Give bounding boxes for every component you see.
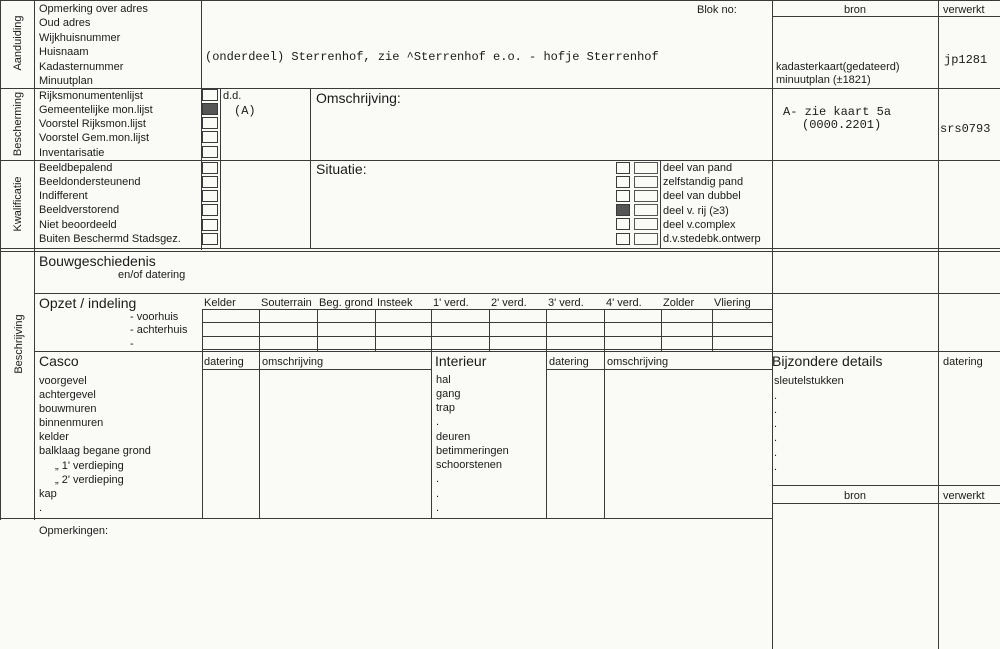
aanduiding-row: Wijkhuisnummer	[39, 32, 121, 44]
situatie-checkbox[interactable]	[616, 218, 630, 230]
verwerkt-value: srs0793	[940, 122, 991, 136]
dd-label: d.d.	[223, 90, 242, 102]
aanduiding-row: Oud adres	[39, 17, 91, 29]
bescherming-checkbox[interactable]	[202, 146, 218, 158]
bescherming-bottom-line	[0, 160, 1000, 161]
situatie-option: deel van pand	[663, 162, 733, 174]
blok-label: Blok no:	[697, 4, 737, 16]
kwalificatie-checkbox[interactable]	[202, 204, 218, 216]
situatie-label: Situatie:	[316, 161, 367, 177]
urban-design-icon	[634, 233, 658, 245]
casco-item: binnenmuren	[39, 417, 104, 429]
situatie-option: d.v.stedebk.ontwerp	[663, 233, 761, 245]
interieur-item: gang	[436, 388, 461, 400]
casco-datering-header: datering	[204, 356, 244, 368]
bescherming-checkbox[interactable]	[202, 131, 218, 143]
bescherming-row: Voorstel Rijksmon.lijst	[39, 118, 146, 130]
bron-value: (0000.2201)	[802, 118, 882, 132]
interieur-header-line	[546, 369, 772, 370]
situatie-option: deel van dubbel	[663, 190, 741, 202]
opzet-grid-line	[202, 336, 772, 337]
situatie-divider	[660, 160, 661, 248]
kwalificatie-checkbox[interactable]	[202, 176, 218, 188]
casco-item: „ 1' verdieping	[55, 460, 124, 472]
casco-item: .	[39, 502, 43, 514]
beschrijving-bottom-line	[0, 518, 772, 519]
kwalificatie-row: Indifferent	[39, 190, 88, 202]
bescherming-row: Rijksmonumentenlijst	[39, 90, 143, 102]
kwalificatie-bottom-line	[0, 248, 1000, 249]
situatie-option: zelfstandig pand	[663, 176, 744, 188]
bescherming-checkbox[interactable]	[202, 117, 218, 129]
opzet-column: 3' verd.	[548, 297, 584, 309]
label-column-divider	[34, 0, 35, 520]
aanduiding-section-label: Aanduiding	[12, 15, 24, 71]
bijzondere-item: .	[774, 461, 778, 473]
interieur-item: betimmeringen	[436, 445, 509, 457]
opzet-grid-line	[202, 322, 772, 323]
opzet-label: Opzet / indeling	[39, 295, 137, 311]
opzet-col-line	[375, 309, 376, 351]
house-complex-icon	[634, 218, 658, 230]
interieur-datering-header: datering	[549, 356, 589, 368]
bron-header-lower: bron	[844, 490, 867, 502]
interieur-item: hal	[436, 374, 451, 386]
casco-item: balklaag begane grond	[39, 445, 151, 457]
casco-item: voorgevel	[39, 375, 87, 387]
bouwgeschiedenis-label: Bouwgeschiedenis	[39, 253, 156, 269]
opzet-col-line	[489, 309, 490, 351]
bron-value: A- zie kaart 5a	[783, 105, 892, 119]
interieur-label: Interieur	[435, 353, 487, 369]
casco-item: kap	[39, 488, 57, 500]
opzet-col-line	[661, 309, 662, 351]
kwalificatie-row: Beeldverstorend	[39, 204, 120, 216]
interieur-item: .	[436, 416, 440, 428]
opzet-col-line	[546, 309, 547, 351]
bron-column-divider	[772, 0, 773, 649]
left-edge	[0, 0, 1, 520]
opzet-column: Zolder	[663, 297, 695, 309]
aanduiding-row: Kadasternummer	[39, 61, 124, 73]
casco-item: kelder	[39, 431, 69, 443]
situatie-option: deel v. rij (≥3)	[663, 205, 729, 217]
opzet-column: Insteek	[377, 297, 413, 309]
house-row-icon	[634, 204, 658, 216]
kwalificatie-checkbox[interactable]	[202, 162, 218, 174]
opzet-col-line	[202, 309, 203, 351]
aanduiding-row: Opmerking over adres	[39, 3, 148, 15]
aanduiding-bottom-line	[0, 88, 1000, 89]
opzet-column: 4' verd.	[606, 297, 642, 309]
interieur-item: .	[436, 473, 440, 485]
opzet-row: - voorhuis	[130, 311, 179, 323]
address-value: (onderdeel) Sterrenhof, zie ^Sterrenhof e.o. - hofje Sterrenhof	[205, 50, 659, 64]
bijzondere-label: Bijzondere details	[772, 353, 883, 369]
casco-omschrijving-line	[259, 351, 260, 518]
opzet-col-line	[259, 309, 260, 351]
situatie-option: deel v.complex	[663, 219, 736, 231]
kwalificatie-row: Buiten Beschermd Stadsgez.	[39, 233, 181, 245]
top-border	[0, 0, 1000, 1]
bijzondere-item: .	[774, 418, 778, 430]
bijzondere-item: .	[774, 404, 778, 416]
kwalificatie-row: Beeldbepalend	[39, 162, 113, 174]
interieur-left-line	[431, 351, 432, 518]
aanduiding-row: Minuutplan	[39, 75, 93, 87]
interieur-item: .	[436, 488, 440, 500]
opzet-col-line	[604, 309, 605, 351]
bijzondere-item: .	[774, 390, 778, 402]
opzet-col-line	[431, 309, 432, 351]
kwalificatie-row: Niet beoordeeld	[39, 219, 117, 231]
interieur-item: trap	[436, 402, 455, 414]
situatie-checkbox[interactable]	[616, 162, 630, 174]
casco-header-line	[202, 369, 259, 370]
aanduiding-row: Huisnaam	[39, 46, 89, 58]
situatie-checkbox[interactable]	[616, 176, 630, 188]
kwalificatie-checkbox[interactable]	[202, 233, 218, 245]
bijzondere-item: sleutelstukken	[774, 375, 844, 387]
bouwgeschiedenis-bottom-line	[34, 293, 1000, 294]
casco-datering-line	[202, 351, 203, 518]
casco-omschrijving-header: omschrijving	[262, 356, 324, 368]
kwalificatie-bottom-line-2	[0, 251, 1000, 252]
bescherming-section-label: Bescherming	[12, 91, 24, 157]
bijzondere-item: .	[774, 447, 778, 459]
bijzondere-datering-header: datering	[943, 356, 983, 368]
opzet-column: Kelder	[204, 297, 236, 309]
interieur-item: .	[436, 502, 440, 514]
house-part-icon	[634, 162, 658, 174]
omschrijving-label: Omschrijving:	[316, 90, 401, 106]
bijzondere-bron-line	[772, 485, 1000, 486]
house-double-icon	[634, 190, 658, 202]
bescherming-row: Gemeentelijke mon.lijst	[39, 104, 153, 116]
opzet-col-line	[317, 309, 318, 351]
opzet-column: Vliering	[714, 297, 751, 309]
bron-value: minuutplan (±1821)	[776, 74, 871, 86]
opzet-col-line	[712, 309, 713, 351]
verwerkt-column-divider	[938, 0, 939, 649]
verwerkt-value: jp1281	[944, 53, 988, 67]
kwalificatie-checkbox[interactable]	[202, 190, 218, 202]
casco-item: bouwmuren	[39, 403, 97, 415]
opzet-bottom-line	[34, 351, 1000, 352]
opzet-row: - achterhuis	[130, 324, 188, 336]
opmerkingen-label: Opmerkingen:	[39, 525, 109, 537]
verwerkt-header: verwerkt	[943, 4, 985, 16]
kwalificatie-row: Beeldondersteunend	[39, 176, 141, 188]
house-standalone-icon	[634, 176, 658, 188]
situatie-checkbox[interactable]	[616, 204, 630, 216]
dd-value: (A)	[234, 104, 256, 118]
situatie-checkbox[interactable]	[616, 190, 630, 202]
opzet-column: Souterrain	[261, 297, 312, 309]
interieur-item: schoorstenen	[436, 459, 503, 471]
casco-header-line	[259, 369, 431, 370]
bescherming-row: Voorstel Gem.mon.lijst	[39, 132, 150, 144]
opzet-grid-line	[202, 349, 772, 350]
kwalificatie-section-label: Kwalificatie	[12, 176, 24, 232]
bron-value: kadasterkaart(gedateerd)	[776, 61, 900, 73]
bijzondere-bron-line-2	[772, 503, 1000, 504]
bron-header: bron	[844, 4, 867, 16]
verwerkt-header-lower: verwerkt	[943, 490, 985, 502]
interieur-datering-line	[546, 351, 547, 518]
kwalificatie-checkbox[interactable]	[202, 219, 218, 231]
situatie-checkbox[interactable]	[616, 233, 630, 245]
interieur-item: deuren	[436, 431, 471, 443]
casco-item: „ 2' verdieping	[55, 474, 124, 486]
opzet-row: -	[130, 338, 134, 350]
interieur-omschrijving-line	[604, 351, 605, 518]
bescherming-checkbox[interactable]	[202, 103, 218, 115]
beschrijving-section-label: Beschrijving	[13, 314, 25, 374]
omschrijving-column-left	[310, 88, 311, 248]
interieur-omschrijving-header: omschrijving	[607, 356, 669, 368]
opzet-column: 2' verd.	[491, 297, 527, 309]
bescherming-checkbox[interactable]	[202, 89, 218, 101]
opzet-column: Beg. grond	[319, 297, 373, 309]
dd-column-left	[220, 88, 221, 248]
bijzondere-item: .	[774, 432, 778, 444]
datering-label: en/of datering	[118, 269, 186, 281]
casco-item: achtergevel	[39, 389, 96, 401]
bescherming-row: Inventarisatie	[39, 147, 105, 159]
opzet-column: 1' verd.	[433, 297, 469, 309]
casco-label: Casco	[39, 353, 79, 369]
